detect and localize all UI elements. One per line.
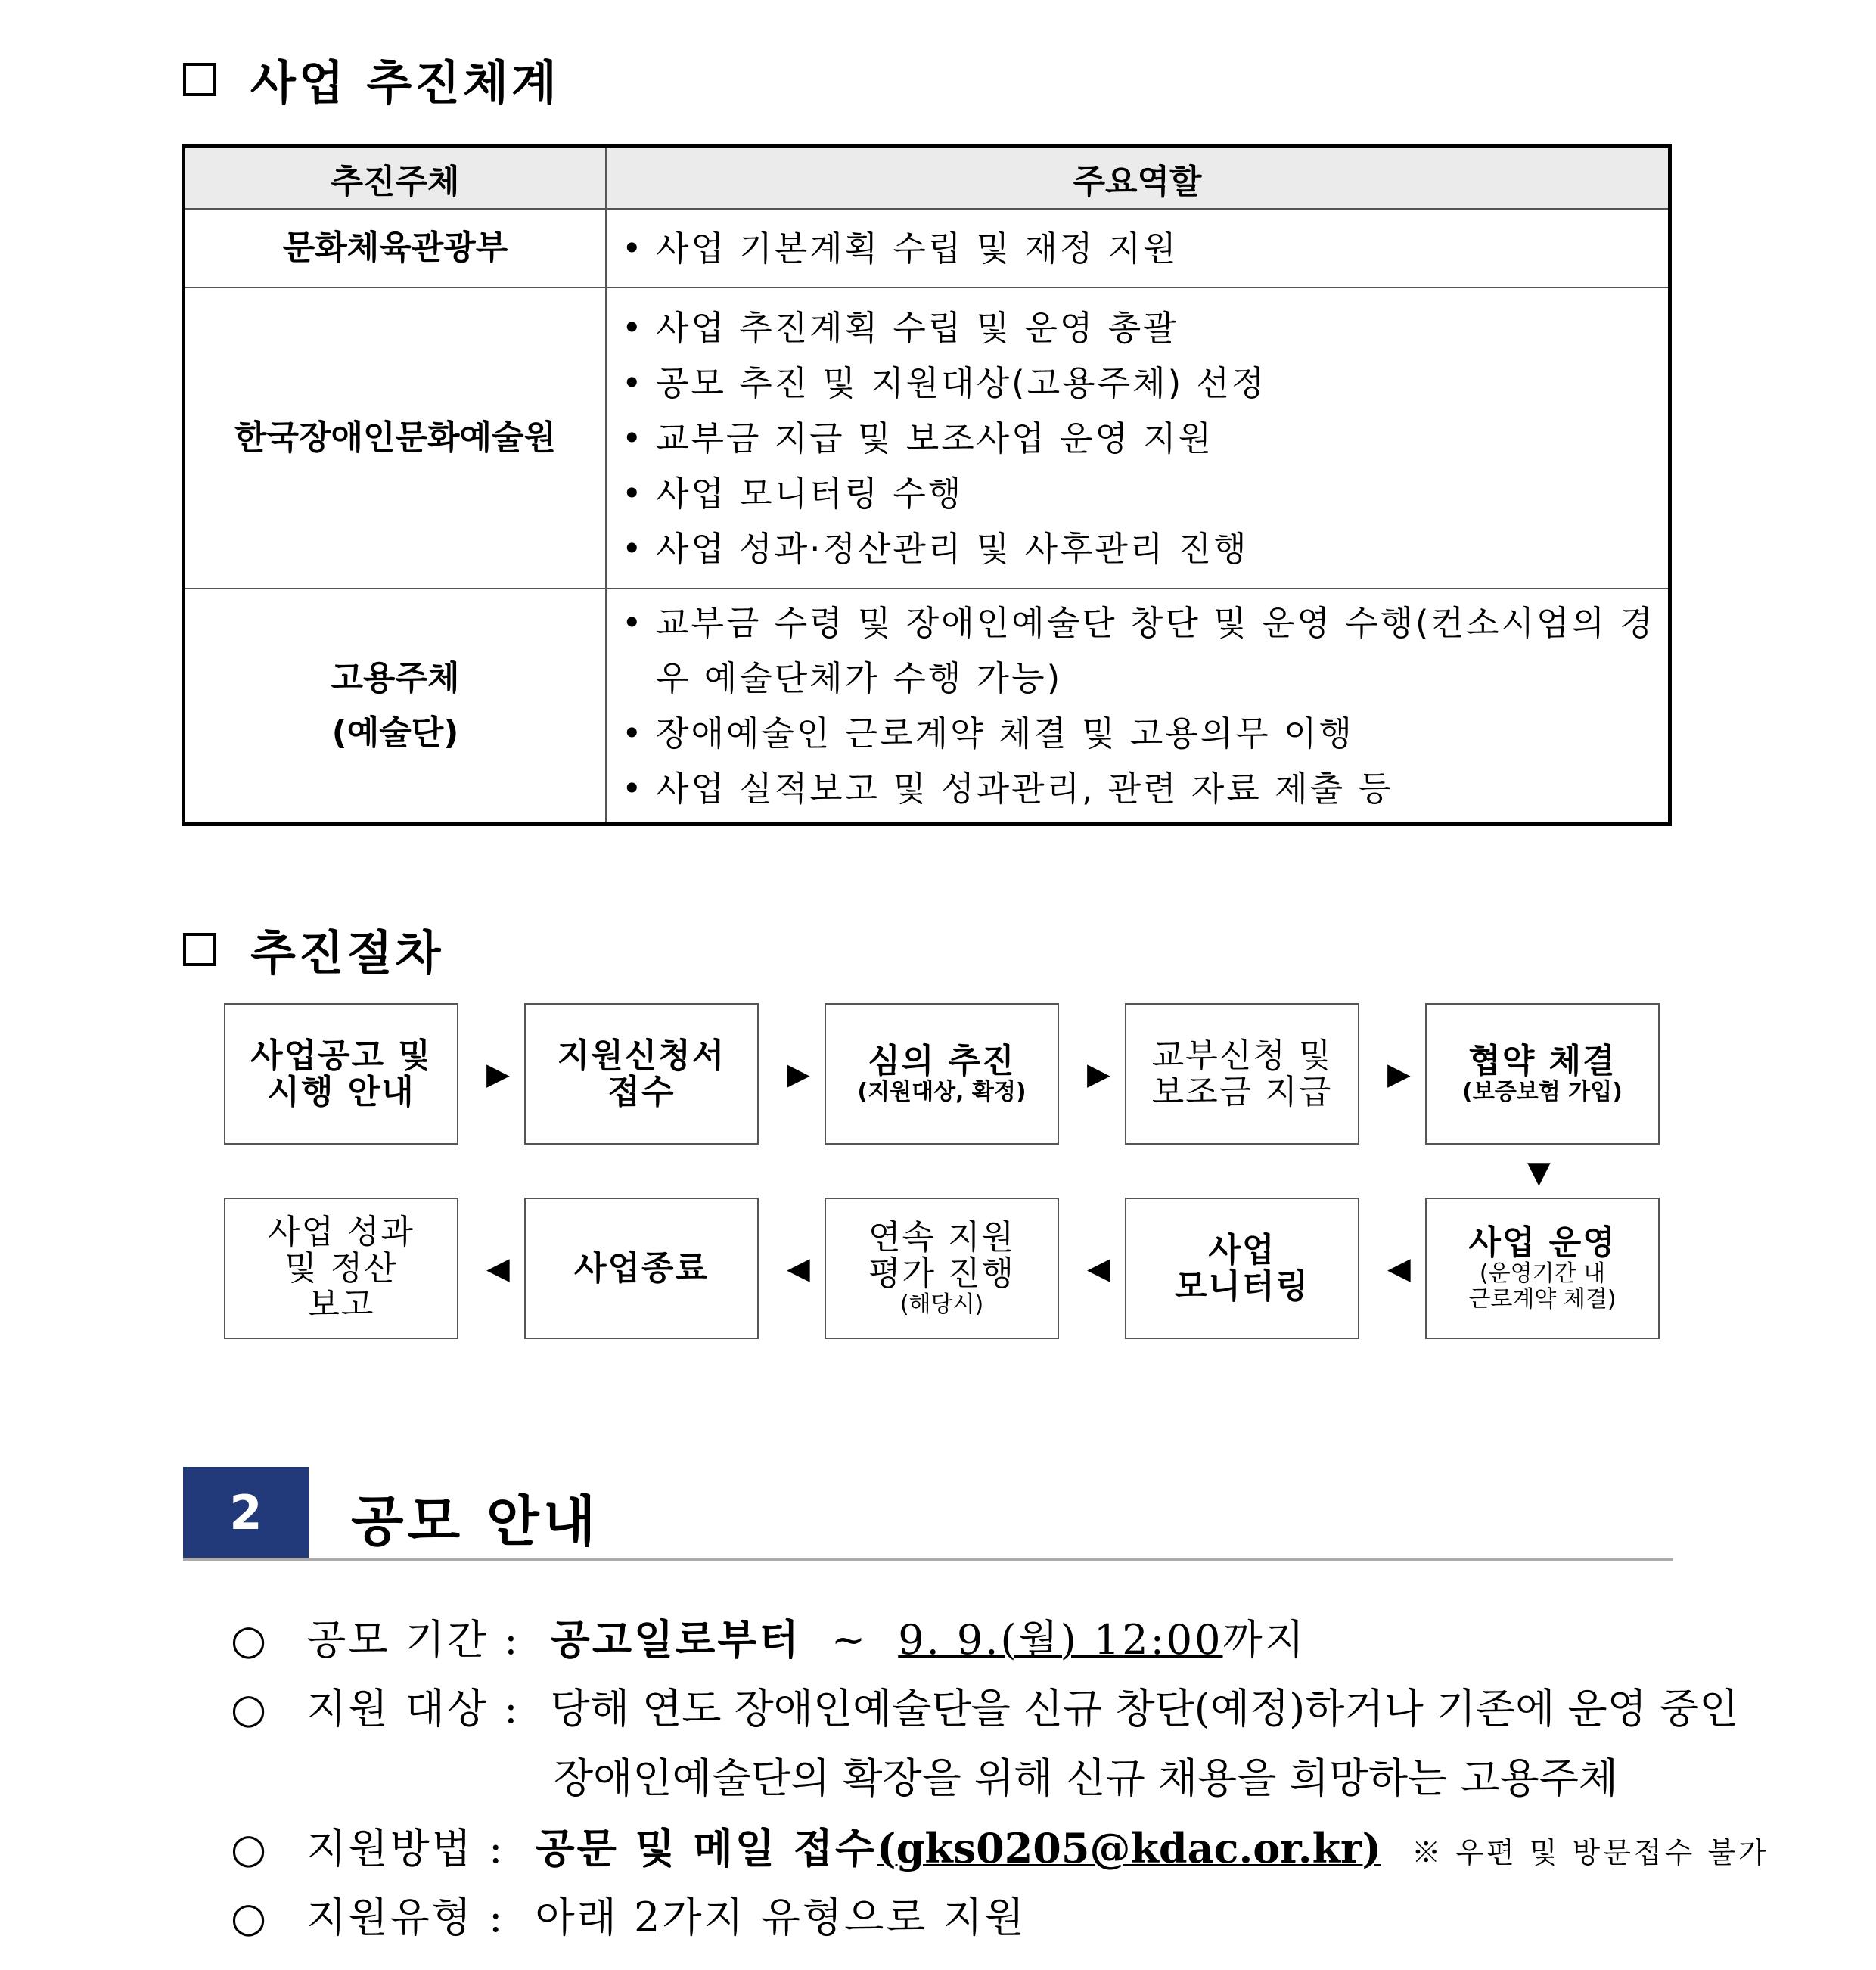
arrow-down-icon: ▼ [1527,1155,1551,1190]
table-header-actor: 추진주체 [184,147,607,210]
actor-line: (예술단) [331,713,459,752]
role-cell [606,209,1670,287]
process-step-9 [524,1198,759,1339]
arrow-left-icon: ◀ [1387,1251,1411,1286]
role-item: • 사업 모니터링 수행 [622,466,1660,521]
step-label: 지원신청서 접수 [557,1036,726,1111]
bullet-icon: ○ [231,1685,269,1732]
step-sublabel: (해당시) [899,1291,984,1318]
arrow-right-icon: ▶ [1387,1057,1411,1092]
step-label: 사업종료 [573,1248,709,1288]
step-label: 사업공고 및 시행 안내 [250,1036,432,1111]
role-item: • 장애예술인 근로계약 체결 및 고용의무 이행 [622,706,1660,761]
role-item: • 사업 성과·정산관리 및 사후관리 진행 [622,521,1660,576]
info-label: 공모 기간 : [306,1616,520,1664]
roles-table [182,144,1672,826]
actor-cell: 문화체육관광부 [184,209,607,287]
table-row [184,209,1670,287]
role-item: • 사업 추진계획 수립 및 운영 총괄 [622,300,1660,356]
role-item: • 공모 추진 및 지원대상(고용주체) 선정 [622,356,1660,411]
step-label: 협약 체결 [1468,1041,1617,1080]
process-step-6 [1425,1198,1660,1339]
arrow-left-icon: ◀ [787,1251,810,1286]
process-step-8 [825,1198,1059,1339]
info-note: ※ 우편 및 방문접수 불가 [1412,1836,1769,1869]
process-step-1 [224,1003,458,1145]
section-heading-procedure [183,915,444,983]
info-value: ~ [831,1616,868,1664]
info-line-type [231,1883,1027,1953]
bullet-icon: ○ [231,1616,269,1664]
table-row [184,589,1670,825]
process-step-4 [1125,1003,1359,1145]
step-sublabel: (지원대상, 확정) [857,1078,1027,1105]
arrow-left-icon: ◀ [486,1251,510,1286]
process-step-2 [524,1003,759,1145]
step-sublabel: (운영기간 내 근로계약 체결) [1468,1260,1617,1313]
role-item: • 교부금 지급 및 보조사업 운영 지원 [622,411,1660,466]
section-title: 공모 안내 [351,1490,600,1553]
info-value: 당해 연도 장애인예술단을 신규 창단(예정)하거나 기존에 운영 중인 [550,1685,1739,1732]
step-label: 사업 성과 및 정산 보고 [267,1212,415,1324]
info-value: 까지 [1222,1616,1306,1664]
section-heading-promotion-system [183,45,560,113]
info-value: 아래 2가지 유형으로 지원 [535,1894,1027,1941]
email-link[interactable]: (gks0205@kdac.or.kr) [877,1824,1382,1872]
deadline-date: 9. 9.(월) 12:00 [898,1616,1223,1664]
section-title: 추진절차 [250,925,444,980]
role-item: • 사업 기본계획 수립 및 재정 지원 [622,221,1660,276]
info-value: 장애인예술단의 확장을 위해 신규 채용을 희망하는 고용주체 [554,1754,1619,1802]
info-value: 공문 및 메일 접수 [535,1824,877,1872]
info-line-target [231,1674,1738,1744]
process-step-7 [1125,1198,1359,1339]
info-line-method [231,1813,1769,1888]
step-label: 교부신청 및 보조금 지급 [1151,1036,1333,1111]
checkbox-square-icon [183,63,216,96]
info-label: 지원유형 : [306,1894,505,1941]
step-label: 사업 모니터링 [1174,1230,1309,1306]
info-value: 공고일로부터 [550,1615,801,1664]
role-item: • 사업 실적보고 및 성과관리, 관련 자료 제출 등 [622,761,1660,816]
step-label: 연속 지원 평가 진행 [868,1217,1015,1293]
info-label: 지원방법 : [306,1825,505,1872]
step-label: 사업 운영 [1468,1223,1617,1262]
actor-line: 고용주체 [331,659,460,698]
bullet-icon: ○ [231,1825,269,1872]
info-label: 지원 대상 : [306,1685,520,1732]
role-cell [606,589,1670,825]
step-sublabel: (보증보험 가입) [1462,1078,1623,1105]
role-cell [606,287,1670,589]
section-banner [183,1467,1673,1561]
arrow-right-icon: ▶ [787,1057,810,1092]
process-step-5 [1425,1003,1660,1145]
table-header-role: 주요역할 [606,147,1670,210]
role-item: • 교부금 수령 및 장애인예술단 창단 및 운영 수행(컨소시엄의 경우 예술단체가 수행 가능) [622,595,1660,706]
arrow-right-icon: ▶ [1087,1057,1110,1092]
checkbox-square-icon [183,933,216,966]
arrow-left-icon: ◀ [1087,1251,1110,1286]
info-line-target-cont [554,1744,1618,1813]
process-step-3 [825,1003,1059,1145]
process-step-10 [224,1198,458,1339]
step-label: 심의 추진 [868,1041,1016,1080]
section-number-badge: 2 [183,1467,309,1558]
table-row [184,287,1670,589]
section-title: 사업 추진체계 [250,55,560,110]
actor-cell [184,589,607,825]
info-line-period [231,1605,1306,1675]
arrow-right-icon: ▶ [486,1057,510,1092]
divider [183,1558,1673,1561]
bullet-icon: ○ [231,1894,269,1941]
actor-cell: 한국장애인문화예술원 [184,287,607,589]
